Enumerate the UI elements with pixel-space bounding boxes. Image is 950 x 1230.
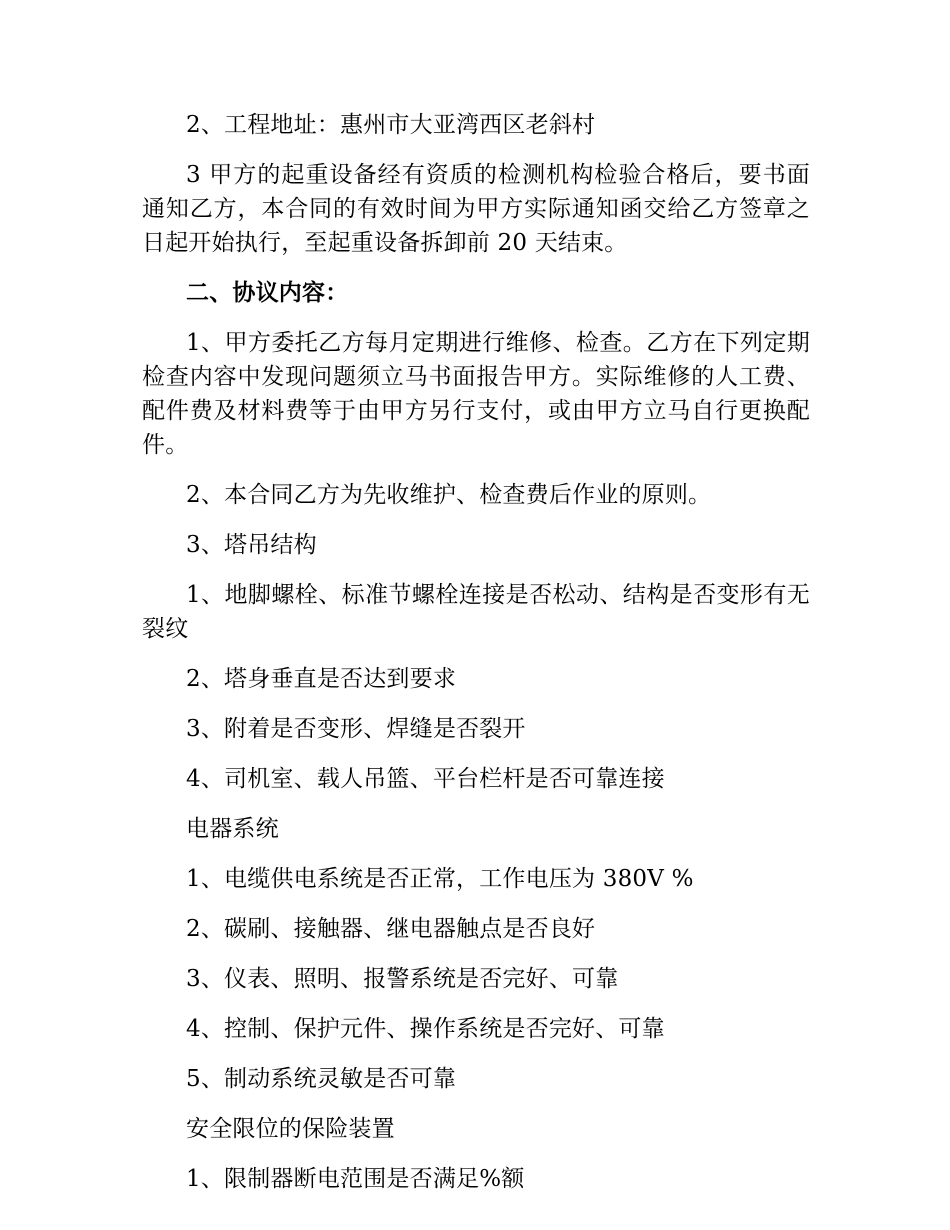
paragraph-payment-principle: 2、本合同乙方为先收维护、检查费后作业的原则。 (186, 482, 712, 508)
list-item-brake-check: 5、制动系统灵敏是否可靠 (186, 1066, 457, 1092)
list-item-contact-check: 2、碳刷、接触器、继电器触点是否良好 (186, 916, 596, 942)
paragraph-project-address: 2、工程地址：惠州市大亚湾西区老斜村 (186, 112, 596, 138)
list-item-instrument-check: 3、仪表、照明、报警系统是否完好、可靠 (186, 966, 619, 992)
document-body (142, 108, 810, 1212)
subheading-safety-limit-devices: 安全限位的保险装置 (186, 1116, 395, 1142)
list-item-verticality-check: 2、塔身垂直是否达到要求 (186, 666, 457, 692)
paragraph-maintenance-entrust: 1、甲方委托乙方每月定期进行维修、检查。乙方在下列定期检查内容中发现问题须立马书面报告甲方。实际维修的人工费、配件费及材料费等于由甲方另行支付，或由甲方立马自行更换配件。 (142, 330, 810, 458)
list-item-limiter-check: 1、限制器断电范围是否满足%额 (186, 1166, 525, 1192)
list-item-attachment-check: 3、附着是否变形、焊缝是否裂开 (186, 716, 526, 742)
subheading-electrical-system: 电器系统 (186, 816, 279, 842)
list-item-power-supply-check: 1、电缆供电系统是否正常，工作电压为 380V % (186, 866, 694, 892)
list-item-bolt-check: 1、地脚螺栓、标准节螺栓连接是否松动、结构是否变形有无裂纹 (142, 582, 810, 642)
list-item-cab-platform-check: 4、司机室、载人吊篮、平台栏杆是否可靠连接 (186, 766, 665, 792)
list-item-control-check: 4、控制、保护元件、操作系统是否完好、可靠 (186, 1016, 665, 1042)
section-heading-agreement-content: 二、协议内容： (186, 279, 349, 306)
paragraph-contract-validity: 3 甲方的起重设备经有资质的检测机构检验合格后，要书面通知乙方，本合同的有效时间为甲方实际通知函交给乙方签章之日起开始执行，至起重设备拆卸前 20 天结束。 (142, 162, 810, 256)
paragraph-tower-crane-structure: 3、塔吊结构 (186, 532, 317, 558)
